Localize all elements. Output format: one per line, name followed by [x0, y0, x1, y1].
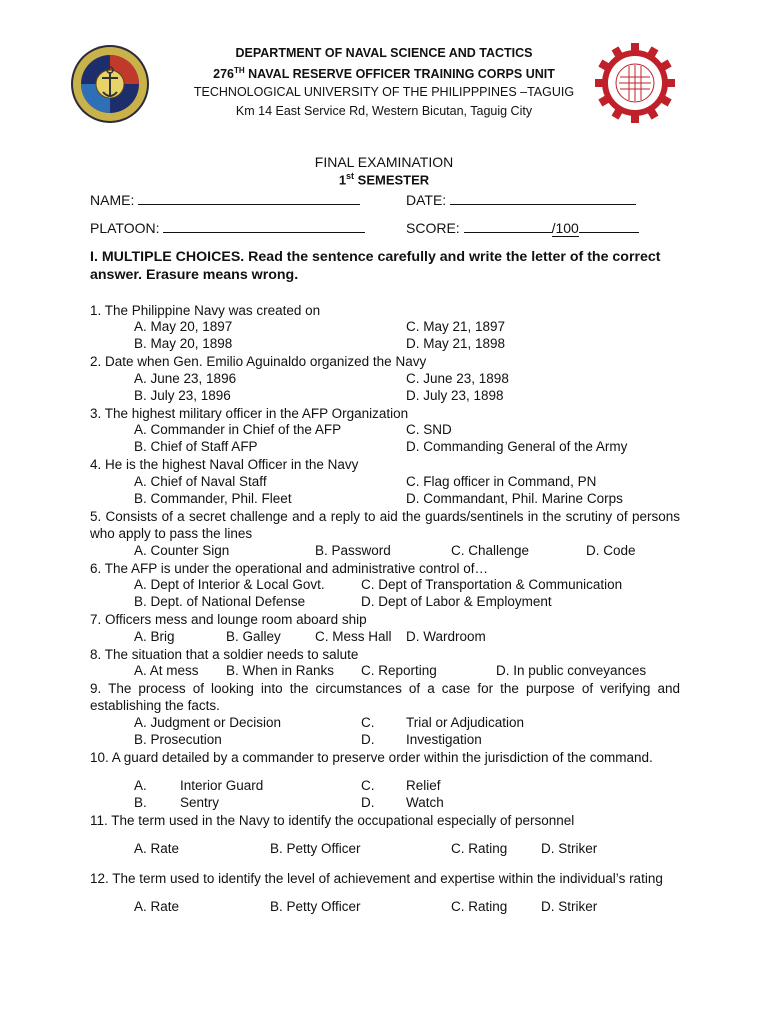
option: D. Code: [586, 543, 636, 558]
option: Sentry: [180, 795, 220, 810]
option: B. Galley: [226, 629, 281, 644]
option: A. Rate: [134, 899, 180, 914]
option: C. June 23, 1898: [406, 371, 509, 386]
date-label: DATE:: [406, 192, 447, 208]
option: D. In public conveyances: [496, 663, 647, 678]
question-3: 3. The highest military officer in the AFP Organization: [90, 406, 409, 421]
option: A. May 20, 1897: [134, 319, 233, 334]
option: D. Striker: [541, 841, 598, 856]
option: A. Chief of Naval Staff: [134, 474, 267, 489]
option: C. SND: [406, 422, 452, 437]
question-12: 12. The term used to identify the level of achievement and expertise within the individual’s rating: [90, 871, 663, 886]
university-address: Km 14 East Service Rd, Western Bicutan, Taguig City: [235, 104, 533, 118]
platoon-label: PLATOON:: [90, 220, 160, 236]
score-blank-end: [579, 218, 639, 233]
exam-title: FINAL EXAMINATION: [314, 154, 454, 170]
option: D. Commanding General of the Army: [406, 439, 628, 454]
date-field[interactable]: [406, 190, 636, 208]
option: C.: [361, 715, 375, 730]
option: A.: [134, 778, 147, 793]
option: D. May 21, 1898: [406, 336, 506, 351]
option: C. Mess Hall: [315, 629, 392, 644]
option: D.: [361, 795, 375, 810]
option: C. Rating: [451, 899, 508, 914]
option: B. Petty Officer: [270, 841, 361, 856]
question-7: 7. Officers mess and lounge room aboard ship: [90, 612, 367, 627]
option: B. Petty Officer: [270, 899, 361, 914]
university-name: TECHNOLOGICAL UNIVERSITY OF THE PHILIPPPINES –TAGUIG: [193, 85, 575, 99]
platoon-blank[interactable]: [163, 218, 365, 233]
option: C. Challenge: [451, 543, 530, 558]
option: A. Judgment or Decision: [134, 715, 282, 730]
option: A. Brig: [134, 629, 175, 644]
semester-number: 1: [338, 172, 347, 188]
option: Interior Guard: [180, 778, 264, 793]
option: Trial or Adjudication: [406, 715, 525, 730]
option: C. Flag officer in Command, PN: [406, 474, 597, 489]
exam-semester: [0, 171, 768, 187]
option: A. Dept of Interior & Local Govt.: [134, 577, 325, 592]
option: D. Striker: [541, 899, 598, 914]
unit-suffix: TH: [233, 66, 245, 75]
question-10: 10. A guard detailed by a commander to preserve order within the jurisdiction of the command.: [90, 750, 653, 765]
question-1: 1. The Philippine Navy was created on: [90, 303, 321, 318]
instruction-text: Read the sentence carefully and write the letter of the correct answer. Erasure means wrong.: [90, 249, 661, 283]
unit-number: 276: [213, 67, 234, 82]
department-name: DEPARTMENT OF NAVAL SCIENCE AND TACTICS: [235, 46, 533, 60]
option: A. Rate: [134, 841, 180, 856]
option: C.: [361, 778, 375, 793]
option: B. May 20, 1898: [134, 336, 233, 351]
name-blank[interactable]: [138, 190, 360, 205]
option: A. At mess: [134, 663, 199, 678]
name-label: NAME:: [90, 192, 135, 208]
option: C. Dept of Transportation & Communication: [361, 577, 623, 592]
option: C. Reporting: [361, 663, 437, 678]
option: C. Rating: [451, 841, 508, 856]
score-label: SCORE:: [406, 220, 460, 236]
date-blank[interactable]: [450, 190, 636, 205]
question-5: 5. Consists of a secret challenge and a reply to aid the guards/sentinels in the scrutiny of persons who apply to pass the lines: [90, 509, 680, 541]
option: D. Commandant, Phil. Marine Corps: [406, 491, 623, 506]
option: A. Counter Sign: [134, 543, 230, 558]
question-6: 6. The AFP is under the operational and administrative control of…: [90, 561, 488, 576]
option: B. July 23, 1896: [134, 388, 231, 403]
instruction: [90, 248, 690, 284]
option: Investigation: [406, 732, 482, 747]
option: D. July 23, 1898: [406, 388, 504, 403]
option: A. June 23, 1896: [134, 371, 237, 386]
name-field[interactable]: [90, 190, 360, 208]
question-2: 2. Date when Gen. Emilio Aguinaldo organized the Navy: [90, 354, 427, 369]
semester-rest: SEMESTER: [354, 172, 430, 188]
question-11: 11. The term used in the Navy to identify the occupational especially of personnel: [90, 813, 575, 828]
option: D. Dept of Labor & Employment: [361, 594, 552, 609]
score-total: /100: [551, 220, 579, 236]
platoon-field[interactable]: [90, 218, 365, 236]
question-8: 8. The situation that a soldier needs to salute: [90, 647, 359, 662]
question-4: 4. He is the highest Naval Officer in the Navy: [90, 457, 359, 472]
score-field[interactable]: [406, 218, 639, 236]
option: Relief: [406, 778, 441, 793]
option: B. Password: [315, 543, 391, 558]
question-9: 9. The process of looking into the circumstances of a case for the purpose of verifying and establishing the facts.: [90, 681, 680, 713]
option: B. When in Ranks: [226, 663, 335, 678]
semester-suffix: st: [346, 171, 355, 181]
option: B.: [134, 795, 147, 810]
option: Watch: [406, 795, 444, 810]
option: D.: [361, 732, 375, 747]
unit-rest: NAVAL RESERVE OFFICER TRAINING CORPS UNIT: [244, 67, 555, 82]
option: B. Chief of Staff AFP: [134, 439, 258, 454]
option: A. Commander in Chief of the AFP: [134, 422, 342, 437]
unit-name: [0, 66, 768, 81]
instruction-heading: I. MULTIPLE CHOICES.: [90, 249, 245, 265]
option: B. Commander, Phil. Fleet: [134, 491, 292, 506]
option: D. Wardroom: [406, 629, 486, 644]
option: B. Dept. of National Defense: [134, 594, 306, 609]
option: C. May 21, 1897: [406, 319, 506, 334]
score-blank[interactable]: [464, 218, 552, 233]
option: B. Prosecution: [134, 732, 222, 747]
